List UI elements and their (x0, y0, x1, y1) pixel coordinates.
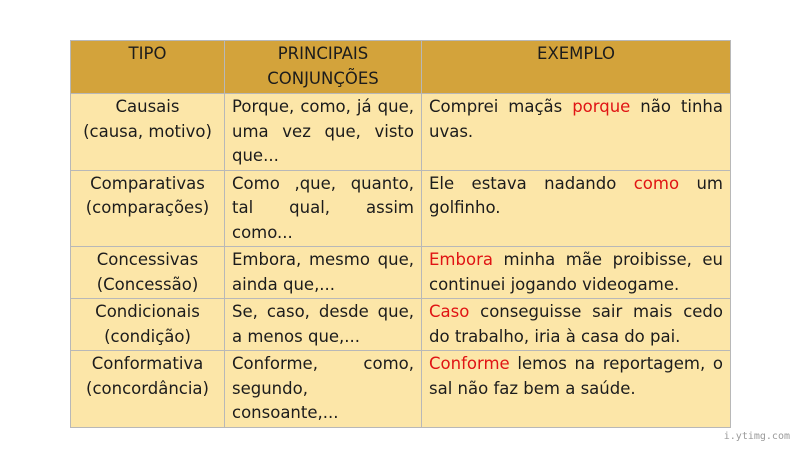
exemplo-highlight: como (633, 173, 680, 193)
exemplo-cell (422, 299, 731, 351)
header-exemplo: EXEMPLO (422, 41, 731, 94)
exemplo-cell (422, 94, 731, 171)
conjuncoes-cell: Embora, mesmo que, ainda que,... (225, 247, 422, 299)
exemplo-text-before: Comprei maçãs (429, 97, 573, 116)
tipo-name: Causais (115, 97, 180, 116)
conjuncoes-cell: Porque, como, já que, uma vez que, visto que... (225, 94, 422, 171)
conjuncoes-cell: Conforme, como, segundo, consoante,... (225, 351, 422, 428)
tipo-cell (71, 94, 225, 171)
exemplo-text-after: conseguisse sair mais cedo do trabalho, iria à casa do pai. (429, 302, 723, 346)
exemplo-text-after: não tinha uvas. (429, 97, 723, 141)
exemplo-text-before: Ele estava nadando (429, 173, 634, 193)
tipo-cell (71, 170, 225, 247)
exemplo-text-after: um golfinho. (429, 173, 724, 217)
tipo-name: Concessivas (96, 250, 199, 269)
tipo-description: (condição) (104, 326, 191, 346)
exemplo-highlight: Embora (429, 250, 493, 269)
source-watermark: i.ytimg.com (723, 431, 790, 442)
table-header-row (71, 41, 731, 94)
exemplo-text-after: minha mãe proibisse, eu continuei jogando videogame. (429, 250, 723, 294)
tipo-cell (71, 299, 225, 351)
tipo-description: (concordância) (86, 378, 209, 398)
table-row (71, 299, 731, 351)
tipo-description: (causa, motivo) (83, 121, 212, 141)
conjuncoes-cell: Se, caso, desde que, a menos que,... (225, 299, 422, 351)
table-row (71, 351, 731, 428)
table-row (71, 170, 731, 247)
tipo-cell (71, 351, 225, 428)
conjunctions-table (70, 40, 731, 428)
tipo-description: (Concessão) (96, 274, 199, 294)
exemplo-highlight: Caso (429, 302, 470, 321)
tipo-description: (comparações) (85, 198, 210, 217)
tipo-cell (71, 247, 225, 299)
tipo-name: Comparativas (90, 173, 205, 193)
exemplo-text-after: lemos na reportagem, o sal não faz bem a saúde. (429, 354, 723, 398)
header-tipo: TIPO (71, 41, 225, 94)
table-row (71, 94, 731, 171)
exemplo-cell (422, 351, 731, 428)
tipo-name: Condicionais (95, 302, 200, 321)
exemplo-highlight: porque (572, 97, 631, 116)
exemplo-cell (422, 170, 731, 247)
header-principais-conjuncoes: PRINCIPAIS CONJUNÇÕES (225, 41, 422, 94)
tipo-name: Conformativa (91, 354, 204, 373)
conjuncoes-cell: Como ,que, quanto, tal qual, assim como... (225, 170, 422, 247)
exemplo-cell (422, 247, 731, 299)
exemplo-highlight: Conforme (429, 354, 510, 373)
table-row (71, 247, 731, 299)
